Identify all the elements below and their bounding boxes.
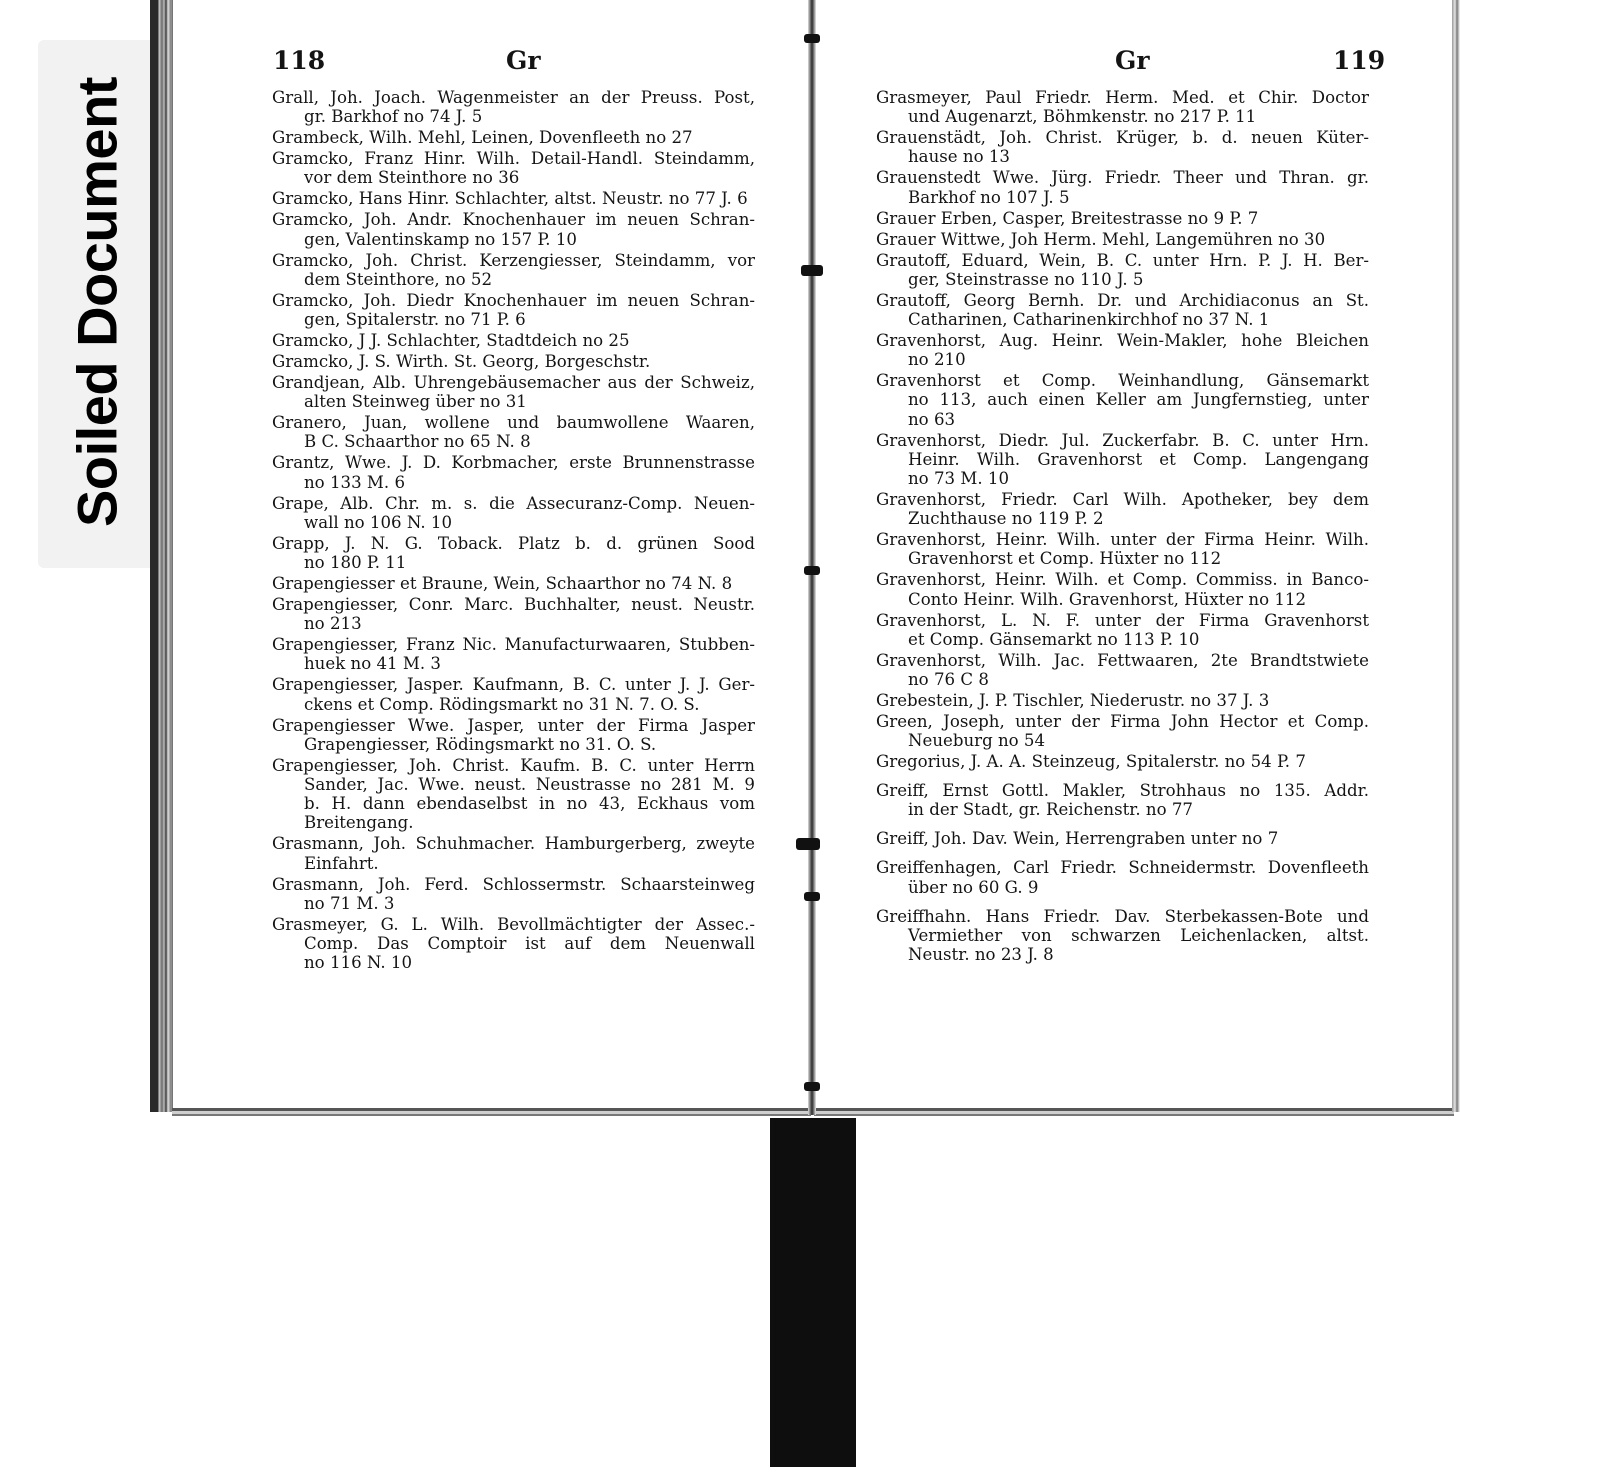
directory-entry — [876, 829, 1369, 848]
entry-spacer — [876, 850, 1369, 858]
entry-line: alten Steinweg über no 31 — [304, 392, 527, 412]
directory-entry — [272, 675, 755, 713]
entry-line: Grautoff, Eduard, Wein, B. C. unter Hrn. P. J. H. Ber- — [876, 250, 1369, 270]
entry-line: no 63 — [908, 409, 956, 429]
entry-line: Neustr. no 23 J. 8 — [908, 945, 1054, 965]
entry-line: Gramcko, Joh. Christ. Kerzengiesser, Steindamm, vor — [272, 250, 755, 270]
entry-line: Einfahrt. — [304, 853, 379, 873]
left-page-number: 118 — [273, 46, 326, 75]
entry-line: Grapp, J. N. G. Toback. Platz b. d. grünen Sood — [272, 533, 755, 553]
directory-entry — [876, 230, 1369, 249]
directory-entry — [272, 534, 755, 572]
entry-line: b. H. dann ebendaselbst in no 43, Eckhaus vom — [304, 794, 755, 814]
directory-entry — [272, 716, 755, 754]
entry-line: gen, Valentinskamp no 157 P. 10 — [304, 229, 577, 249]
directory-entry — [272, 331, 755, 350]
entry-line: Zuchthause no 119 P. 2 — [908, 509, 1104, 529]
entry-line: Grauer Erben, Casper, Breitestrasse no 9 P. 7 — [876, 208, 1259, 228]
entry-line: Gramcko, J. S. Wirth. St. Georg, Borgeschstr. — [272, 352, 651, 372]
directory-entry — [876, 331, 1369, 369]
entry-line: Barkhof no 107 J. 5 — [908, 187, 1070, 207]
directory-entry — [272, 875, 755, 913]
entry-line: Gramcko, Hans Hinr. Schlachter, altst. Neustr. no 77 J. 6 — [272, 189, 748, 209]
entry-line: ckens et Comp. Rödingsmarkt no 31 N. 7. O. S. — [304, 694, 700, 714]
directory-entry — [876, 490, 1369, 528]
entry-line: Gramcko, Joh. Diedr Knochenhauer im neuen Schran- — [272, 290, 755, 310]
entry-line: Gravenhorst, Diedr. Jul. Zuckerfabr. B. C. unter Hrn. — [876, 430, 1369, 450]
directory-entry — [272, 595, 755, 633]
directory-entry — [876, 431, 1369, 489]
directory-entry — [876, 752, 1369, 771]
binding-thread-mark — [804, 1082, 820, 1091]
entry-line: huek no 41 M. 3 — [304, 654, 441, 674]
directory-entry — [272, 756, 755, 833]
directory-entry — [876, 611, 1369, 649]
entry-line: und Augenarzt, Böhmkenstr. no 217 P. 11 — [908, 107, 1257, 127]
entry-line: Grapengiesser, Conr. Marc. Buchhalter, neust. Neustr. — [272, 595, 755, 615]
binding-thread-mark — [804, 892, 820, 901]
entry-line: Grapengiesser, Rödingsmarkt no 31. O. S. — [304, 734, 657, 754]
entry-line: in der Stadt, gr. Reichenstr. no 77 — [908, 800, 1193, 820]
entry-spacer — [876, 899, 1369, 907]
entry-line: Grapengiesser, Franz Nic. Manufacturwaaren, Stubben- — [272, 635, 755, 655]
directory-entry — [272, 494, 755, 532]
entry-line: dem Steinthore, no 52 — [304, 269, 493, 289]
entry-line: Grandjean, Alb. Uhrengebäusemacher aus der Schweiz, — [272, 373, 755, 393]
entry-line: Vermiether von schwarzen Leichenlacken, altst. — [908, 925, 1369, 945]
entry-line: Conto Heinr. Wilh. Gravenhorst, Hüxter no 112 — [908, 589, 1307, 609]
entry-line: Green, Joseph, unter der Firma John Hector et Comp. — [876, 712, 1369, 732]
entry-line: Grapengiesser et Braune, Wein, Schaarthor no 74 N. 8 — [272, 574, 733, 594]
entry-line: et Comp. Gänsemarkt no 113 P. 10 — [908, 629, 1200, 649]
right-page-number: 119 — [1333, 46, 1386, 75]
entry-line: Grautoff, Georg Bernh. Dr. und Archidiaconus an St. — [876, 290, 1369, 310]
entry-line: no 213 — [304, 614, 362, 634]
entry-line: no 116 N. 10 — [304, 953, 413, 973]
entry-line: wall no 106 N. 10 — [304, 512, 453, 532]
entry-line: Gravenhorst et Comp. Hüxter no 112 — [908, 549, 1222, 569]
right-directory-entries — [876, 88, 1369, 966]
left-running-head: Gr — [506, 46, 541, 75]
entry-line: Grauenstedt Wwe. Jürg. Friedr. Theer und Thran. gr. — [876, 168, 1369, 188]
entry-line: no 76 C 8 — [908, 670, 989, 690]
directory-entry — [272, 915, 755, 973]
entry-line: Grapengiesser, Jasper. Kaufmann, B. C. unter J. J. Ger- — [272, 675, 755, 695]
entry-line: Granero, Juan, wollene und baumwollene Waaren, — [272, 413, 755, 433]
directory-entry — [876, 168, 1369, 206]
entry-line: B C. Schaarthor no 65 N. 8 — [304, 432, 531, 452]
directory-entry — [876, 651, 1369, 689]
entry-line: no 180 P. 11 — [304, 553, 407, 573]
entry-line: Grall, Joh. Joach. Wagenmeister an der Preuss. Post, — [272, 88, 755, 107]
directory-entry — [272, 373, 755, 411]
entry-line: Breitengang. — [304, 813, 414, 833]
right-running-head: Gr — [1115, 46, 1150, 75]
entry-line: gr. Barkhof no 74 J. 5 — [304, 107, 483, 127]
entry-line: Grapengiesser, Joh. Christ. Kaufm. B. C. unter Herrn — [272, 755, 755, 775]
binding-thread-mark — [796, 838, 820, 850]
directory-entry — [876, 570, 1369, 608]
entry-line: Grasmann, Joh. Ferd. Schlossermstr. Schaarsteinweg — [272, 874, 755, 894]
directory-entry — [876, 530, 1369, 568]
entry-line: Gravenhorst, Wilh. Jac. Fettwaaren, 2te Brandtstwiete — [876, 650, 1369, 670]
entry-line: Sander, Jac. Wwe. neust. Neustrasse no 281 M. 9 — [304, 775, 755, 795]
soiled-document-label: Soiled Document — [65, 77, 129, 527]
directory-entry — [272, 88, 755, 126]
entry-line: Gravenhorst, Heinr. Wilh. unter der Firma Heinr. Wilh. — [876, 530, 1369, 550]
directory-entry — [876, 88, 1369, 126]
directory-entry — [272, 635, 755, 673]
entry-line: Gravenhorst, Friedr. Carl Wilh. Apotheker, bey dem — [876, 490, 1369, 510]
entry-line: ger, Steinstrasse no 110 J. 5 — [908, 269, 1144, 289]
left-directory-entries — [272, 88, 755, 974]
directory-entry — [272, 834, 755, 872]
entry-line: no 133 M. 6 — [304, 472, 405, 492]
entry-line: vor dem Steinthore no 36 — [304, 168, 520, 188]
entry-line: Neueburg no 54 — [908, 731, 1046, 751]
entry-line: Greiffenhagen, Carl Friedr. Schneidermstr. Dovenfleeth — [876, 858, 1369, 878]
entry-line: Grebestein, J. P. Tischler, Niederustr. no 37 J. 3 — [876, 691, 1270, 711]
entry-line: Grapengiesser Wwe. Jasper, unter der Firma Jasper — [272, 715, 755, 735]
entry-line: gen, Spitalerstr. no 71 P. 6 — [304, 310, 526, 330]
entry-line: Gravenhorst, Heinr. Wilh. et Comp. Commiss. in Banco- — [876, 570, 1369, 590]
entry-line: no 73 M. 10 — [908, 469, 1009, 489]
directory-entry — [272, 574, 755, 593]
entry-line: Greiff, Joh. Dav. Wein, Herrengraben unter no 7 — [876, 829, 1279, 849]
entry-line: Grape, Alb. Chr. m. s. die Assecuranz-Comp. Neuen- — [272, 493, 755, 513]
entry-line: no 210 — [908, 350, 966, 370]
directory-entry — [272, 352, 755, 371]
entry-line: über no 60 G. 9 — [908, 877, 1039, 897]
directory-entry — [876, 291, 1369, 329]
bookmark-ribbon — [770, 1118, 856, 1467]
entry-line: Gregorius, J. A. A. Steinzeug, Spitalerstr. no 54 P. 7 — [876, 752, 1306, 772]
entry-line: Grasmeyer, Paul Friedr. Herm. Med. et Chir. Doctor — [876, 88, 1369, 107]
entry-line: no 113, auch einen Keller am Jungfernstieg, unter — [908, 390, 1369, 410]
entry-line: Catharinen, Catharinenkirchhof no 37 N. 1 — [908, 310, 1270, 330]
directory-entry — [272, 189, 755, 208]
directory-entry — [272, 453, 755, 491]
directory-entry — [876, 907, 1369, 965]
right-page-edge — [1452, 0, 1460, 1112]
binding-thread-mark — [801, 265, 823, 276]
entry-line: Gramcko, Franz Hinr. Wilh. Detail-Handl. Steindamm, — [272, 149, 755, 169]
entry-line: Gravenhorst, L. N. F. unter der Firma Gravenhorst — [876, 610, 1369, 630]
entry-line: Greiffhahn. Hans Friedr. Dav. Sterbekassen-Bote und — [876, 906, 1369, 926]
binding-thread-mark — [804, 34, 820, 43]
directory-entry — [272, 149, 755, 187]
binding-thread-mark — [804, 566, 820, 575]
directory-entry — [876, 251, 1369, 289]
entry-line: Grauenstädt, Joh. Christ. Krüger, b. d. neuen Küter- — [876, 128, 1369, 148]
directory-entry — [876, 371, 1369, 429]
entry-spacer — [876, 821, 1369, 829]
entry-line: hause no 13 — [908, 147, 1010, 167]
entry-line: Greiff, Ernst Gottl. Makler, Strohhaus no 135. Addr. — [876, 781, 1369, 801]
entry-line: Comp. Das Comptoir ist auf dem Neuenwall — [304, 934, 755, 954]
book-gutter — [808, 0, 816, 1115]
directory-entry — [876, 209, 1369, 228]
directory-entry — [272, 251, 755, 289]
directory-entry — [876, 781, 1369, 819]
directory-entry — [272, 291, 755, 329]
entry-line: Grambeck, Wilh. Mehl, Leinen, Dovenfleeth no 27 — [272, 128, 693, 148]
entry-line: Grasmeyer, G. L. Wilh. Bevollmächtigter der Assec.- — [272, 914, 755, 934]
entry-line: Gravenhorst, Aug. Heinr. Wein-Makler, hohe Bleichen — [876, 331, 1369, 351]
entry-line: Gramcko, J J. Schlachter, Stadtdeich no 25 — [272, 331, 630, 351]
entry-line: Gramcko, Joh. Andr. Knochenhauer im neuen Schran- — [272, 210, 755, 230]
entry-line: Gravenhorst et Comp. Weinhandlung, Gänsemarkt — [876, 371, 1369, 391]
entry-line: Grasmann, Joh. Schuhmacher. Hamburgerberg, zweyte — [272, 834, 755, 854]
directory-entry — [876, 128, 1369, 166]
directory-entry — [272, 128, 755, 147]
directory-entry — [876, 712, 1369, 750]
directory-entry — [272, 210, 755, 248]
entry-line: Grantz, Wwe. J. D. Korbmacher, erste Brunnenstrasse — [272, 453, 755, 473]
directory-entry — [272, 413, 755, 451]
directory-entry — [876, 858, 1369, 896]
directory-entry — [876, 691, 1369, 710]
entry-line: no 71 M. 3 — [304, 893, 395, 913]
entry-spacer — [876, 773, 1369, 781]
entry-line: Grauer Wittwe, Joh Herm. Mehl, Langemühren no 30 — [876, 229, 1326, 249]
entry-line: Heinr. Wilh. Gravenhorst et Comp. Langengang — [908, 449, 1369, 469]
